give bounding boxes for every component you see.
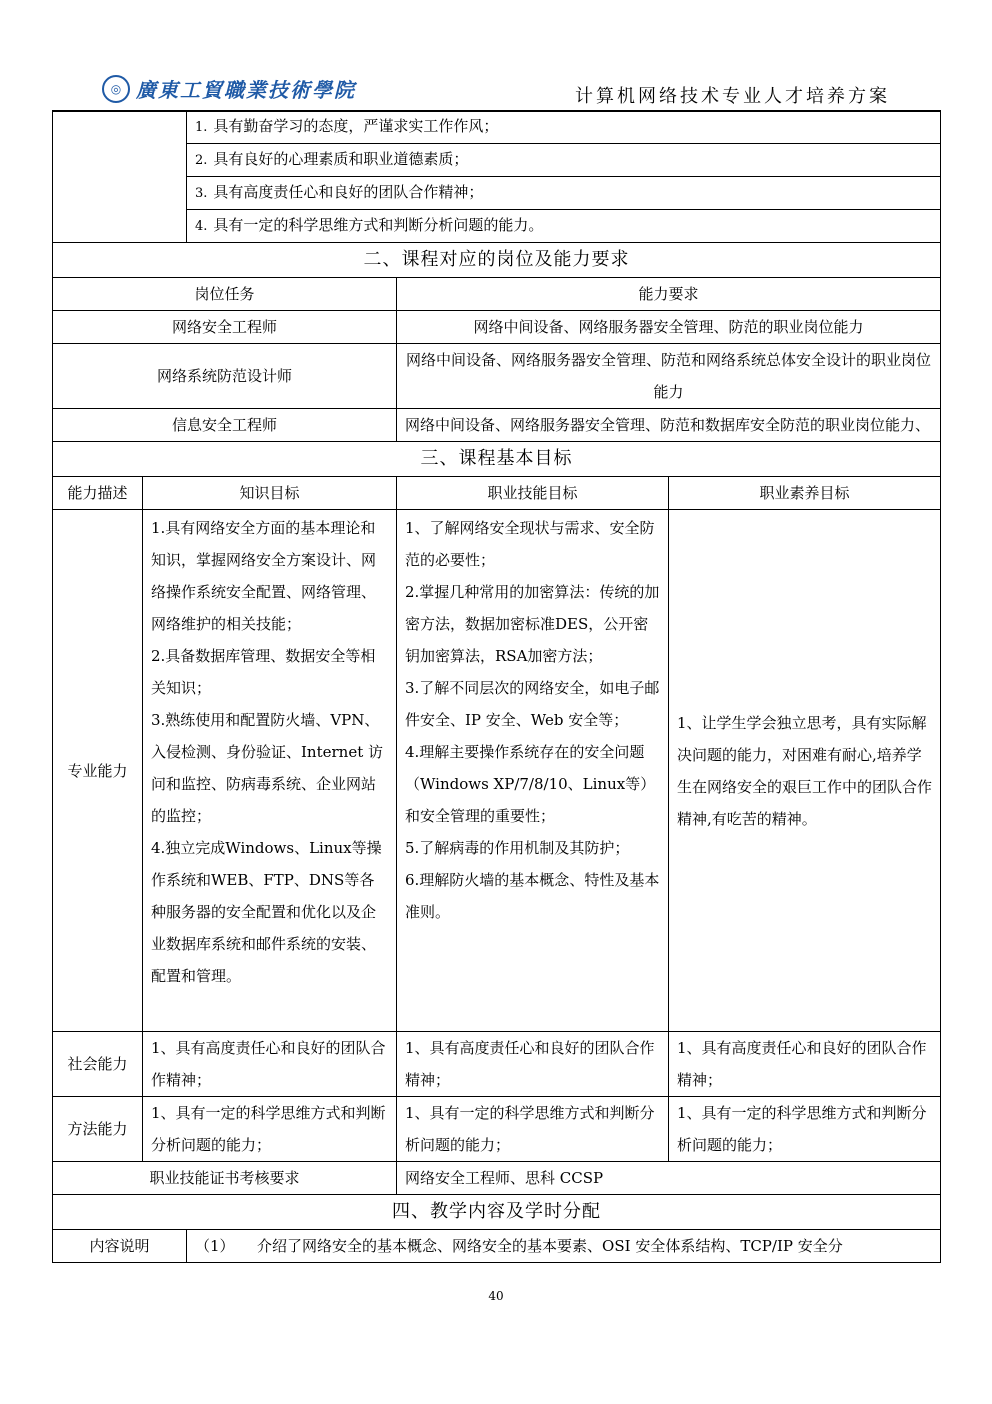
attitude-item: 4. 具有一定的科学思维方式和判断分析问题的能力。 bbox=[187, 210, 941, 243]
section4-title: 四、教学内容及学时分配 bbox=[53, 1195, 941, 1230]
content-desc-label: 内容说明 bbox=[53, 1230, 187, 1263]
social-skill: 1、具有高度责任心和良好的团队合作精神； bbox=[397, 1032, 669, 1097]
knowledge-item: 2.具备数据库管理、数据安全等相关知识； bbox=[151, 647, 376, 697]
job-requirement: 网络中间设备、网络服务器安全管理、防范的职业岗位能力 bbox=[397, 311, 941, 344]
skill-item: 5.了解病毒的作用机制及其防护； bbox=[405, 839, 630, 857]
col-header-knowledge: 知识目标 bbox=[143, 477, 397, 510]
col-header-quality: 职业素养目标 bbox=[669, 477, 941, 510]
ability-req-header: 能力要求 bbox=[397, 278, 941, 311]
attitude-item: 2. 具有良好的心理素质和职业道德素质； bbox=[187, 144, 941, 177]
cert-label: 职业技能证书考核要求 bbox=[53, 1162, 397, 1195]
method-knowledge: 1、具有一定的科学思维方式和判断分析问题的能力； bbox=[143, 1097, 397, 1162]
knowledge-item: 3.熟练使用和配置防火墙、VPN、入侵检测、身份验证、Internet 访问和监控、防病毒系统、企业网站的监控； bbox=[151, 711, 383, 825]
knowledge-item: 4.独立完成Windows、Linux等操作系统和WEB、FTP、DNS等各种服务器的安全配置和优化以及企业数据库系统和邮件系统的安装、配置和管理。 bbox=[151, 839, 382, 985]
method-skill: 1、具有一定的科学思维方式和判断分析问题的能力； bbox=[397, 1097, 669, 1162]
job-name: 信息安全工程师 bbox=[53, 409, 397, 442]
job-task-header: 岗位任务 bbox=[53, 278, 397, 311]
attitude-blank-cell bbox=[53, 111, 187, 243]
col-header-skill: 职业技能目标 bbox=[397, 477, 669, 510]
social-ability-label: 社会能力 bbox=[53, 1032, 143, 1097]
method-ability-label: 方法能力 bbox=[53, 1097, 143, 1162]
skill-item: 3.了解不同层次的网络安全，如电子邮件安全、IP 安全、Web 安全等； bbox=[405, 679, 660, 729]
skill-item: 2.掌握几种常用的加密算法：传统的加密方法，数据加密标准DES，公开密钥加密算法，RSA加密方法； bbox=[405, 583, 660, 665]
document-title: 计算机网络技术专业人才培养方案 bbox=[575, 86, 890, 107]
pro-knowledge-cell bbox=[143, 510, 397, 1032]
col-header-ability: 能力描述 bbox=[53, 477, 143, 510]
social-knowledge: 1、具有高度责任心和良好的团队合作精神； bbox=[143, 1032, 397, 1097]
school-name: 廣東工貿職業技術學院 bbox=[136, 78, 356, 102]
skill-item: 4.理解主要操作系统存在的安全问题（Windows XP/7/8/10、Linux等）和安全管理的重要性； bbox=[405, 743, 656, 825]
attitude-item: 1. 具有勤奋学习的态度，严谨求实工作作风； bbox=[187, 111, 941, 144]
attitude-row bbox=[53, 111, 941, 144]
skill-item: 1、了解网络安全现状与需求、安全防范的必要性； bbox=[405, 519, 655, 569]
page-header bbox=[52, 74, 940, 112]
skill-item: 6.理解防火墙的基本概念、特性及基本准则。 bbox=[405, 871, 660, 921]
social-quality: 1、具有高度责任心和良好的团队合作精神； bbox=[669, 1032, 941, 1097]
attitude-item: 3. 具有高度责任心和良好的团队合作精神； bbox=[187, 177, 941, 210]
course-table bbox=[52, 110, 941, 1263]
job-name: 网络安全工程师 bbox=[53, 311, 397, 344]
pro-skill-cell bbox=[397, 510, 669, 1032]
school-logo bbox=[102, 74, 356, 103]
pro-quality-cell: 1、让学生学会独立思考，具有实际解决问题的能力，对困难有耐心,培养学生在网络安全的艰巨工作中的团队合作精神,有吃苦的精神。 bbox=[669, 510, 941, 1032]
section3-title: 三、课程基本目标 bbox=[53, 442, 941, 477]
page-number: 40 bbox=[488, 1289, 504, 1303]
job-name: 网络系统防范设计师 bbox=[53, 344, 397, 409]
content-desc-text: （1） 介绍了网络安全的基本概念、网络安全的基本要素、OSI 安全体系结构、TCP/IP 安全分 bbox=[187, 1230, 941, 1263]
job-requirement: 网络中间设备、网络服务器安全管理、防范和网络系统总体安全设计的职业岗位能力 bbox=[397, 344, 941, 409]
cert-value: 网络安全工程师、思科 CCSP bbox=[397, 1162, 941, 1195]
section2-title: 二、课程对应的岗位及能力要求 bbox=[53, 243, 941, 278]
job-requirement: 网络中间设备、网络服务器安全管理、防范和数据库安全防范的职业岗位能力、 bbox=[397, 409, 941, 442]
knowledge-item: 1.具有网络安全方面的基本理论和知识，掌握网络安全方案设计、网络操作系统安全配置、网络管理、网络维护的相关技能； bbox=[151, 519, 377, 633]
method-quality: 1、具有一定的科学思维方式和判断分析问题的能力； bbox=[669, 1097, 941, 1162]
pro-ability-label: 专业能力 bbox=[53, 510, 143, 1032]
school-emblem-icon: ◎ bbox=[102, 75, 130, 103]
